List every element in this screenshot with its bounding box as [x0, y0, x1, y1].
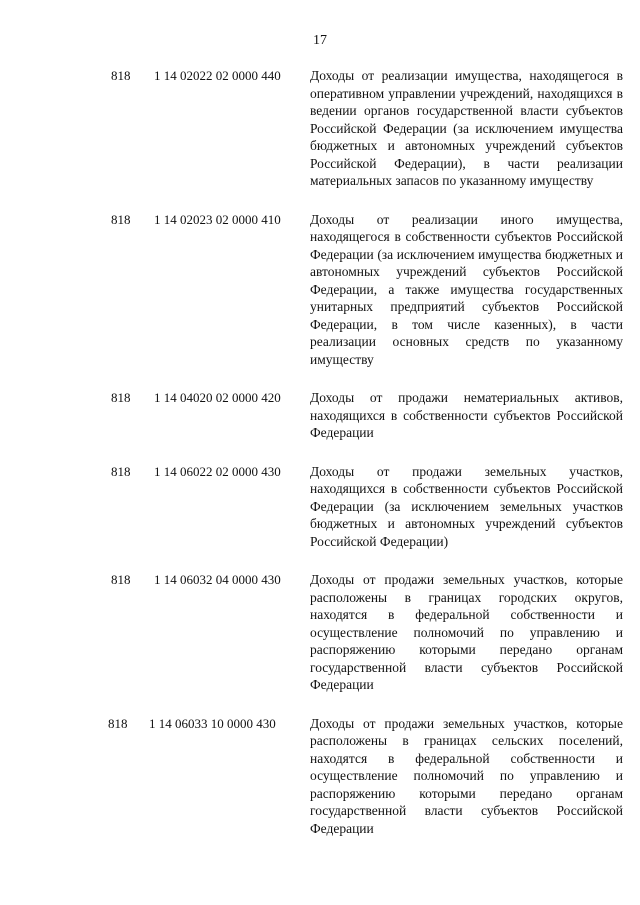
table-row [104, 211, 624, 369]
table-row [104, 67, 624, 190]
admin-code: 818 [111, 390, 131, 405]
table-row [104, 389, 624, 442]
revenue-description: Доходы от продажи земельных участков, находящихся в собственности субъектов Российской Федерации (за исключением земельных участков бюджетных и автономных учреждений субъектов Российской Федерации) [310, 463, 623, 549]
admin-code: 818 [111, 572, 131, 587]
revenue-classification-code: 1 14 02023 02 0000 410 [154, 211, 281, 227]
revenue-classification-code: 1 14 06033 10 0000 430 [149, 715, 276, 731]
admin-code: 818 [111, 68, 131, 83]
revenue-classification-code: 1 14 06022 02 0000 430 [154, 463, 281, 479]
revenue-classification-code: 1 14 06032 04 0000 430 [154, 572, 281, 587]
admin-code: 818 [108, 715, 128, 731]
revenue-description: Доходы от продажи земельных участков, которые расположены в границах городских округов, находятся в федеральной собственности и осуществление полномочий по управлению и распоряжению которыми передано органам государственной власти субъектов Российской Федерации [310, 572, 623, 692]
revenue-description: Доходы от реализации иного имущества, находящегося в собственности субъектов Российской Федерации (за исключением имущества бюджетных и автономных учреждений субъектов Российской Федерации, а также имущества государственных унитарных предприятий субъектов Российской Федерации, в том числе казенных), в части реализации основных средств по указанному имуществу [310, 211, 623, 367]
revenue-description: Доходы от реализации имущества, находящегося в оперативном управлении учреждений, находящихся в ведении органов государственной власти субъектов Российской Федерации (за исключением имущества бюджетных и автономных учреждений субъектов Российской Федерации), в части реализации материальных запасов по указанному имуществу [310, 68, 623, 188]
revenue-code-table [104, 67, 624, 858]
table-row [104, 463, 624, 551]
admin-code: 818 [111, 211, 131, 227]
revenue-classification-code: 1 14 04020 02 0000 420 [154, 390, 281, 405]
page-number: 17 [313, 33, 327, 48]
revenue-description: Доходы от продажи нематериальных активов, находящихся в собственности субъектов Российской Федерации [310, 390, 623, 440]
table-row [104, 715, 624, 838]
admin-code: 818 [111, 463, 131, 479]
table-row [104, 571, 624, 694]
revenue-description: Доходы от продажи земельных участков, которые расположены в границах сельских поселений, находятся в федеральной собственности и осуществление полномочий по управлению и распоряжению которыми передано органам государственной власти субъектов Российской Федерации [310, 715, 623, 836]
revenue-classification-code: 1 14 02022 02 0000 440 [154, 68, 281, 83]
